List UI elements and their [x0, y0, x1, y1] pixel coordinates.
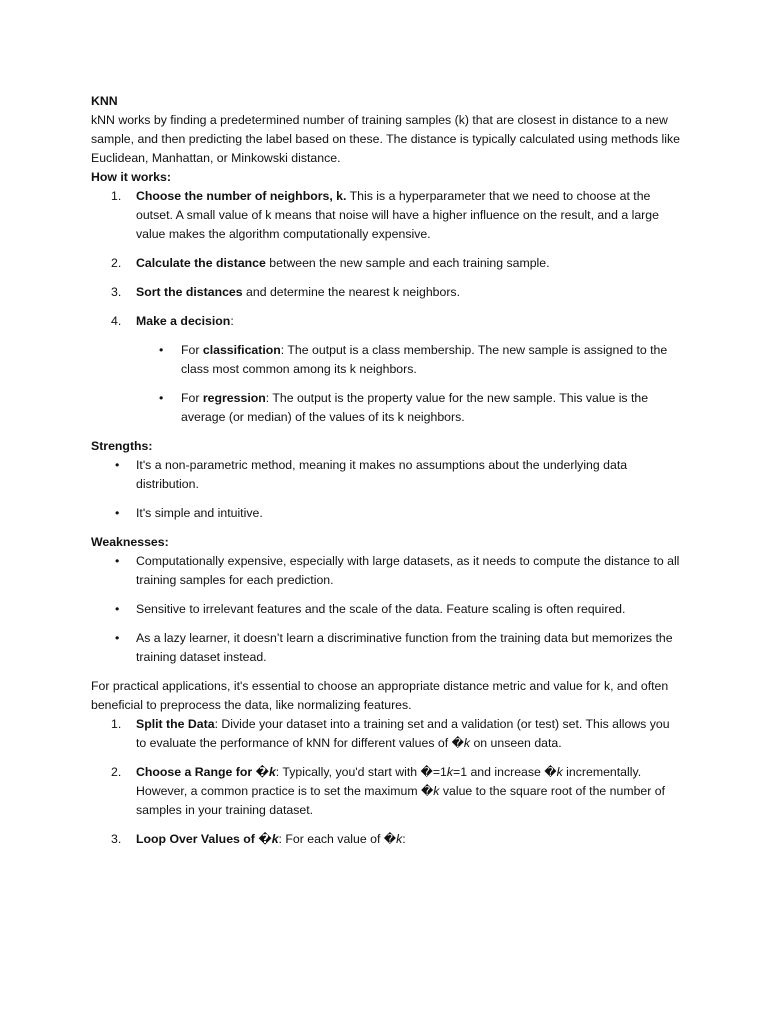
how-it-works-heading: How it works: [91, 170, 171, 184]
practical-paragraph: For practical applications, it's essential to choose an appropriate distance metric and value for k, and often beneficial to preprocess the data, like normalizing features. [91, 679, 669, 712]
list-item: 4. Make a decision: • For classification: The output is a class membership. The new sample is assigned to the class most common among its k neighbors. • For regression: The output is the property value for the new sample. This value is the average (or median) of the values of its k neighbors. [91, 312, 681, 427]
list-item: 3. Sort the distances and determine the nearest k neighbors. [111, 285, 460, 299]
list-item: • For classification: The output is a class membership. The new sample is assigned to the class most common among its k neighbors. [159, 343, 668, 376]
bullet-icon: • [159, 343, 164, 357]
bullet-icon: • [115, 602, 120, 616]
bullet-icon: • [159, 391, 164, 405]
document-body [91, 92, 681, 859]
list-item: • It's a non-parametric method, meaning it makes no assumptions about the underlying data distribution. [115, 458, 628, 491]
list-item: • Sensitive to irrelevant features and the scale of the data. Feature scaling is often required. [91, 600, 681, 619]
bullet-icon: • [115, 554, 120, 568]
weaknesses-list [91, 552, 681, 667]
list-item: 3. Loop Over Values of �k: For each value of �k: [111, 832, 406, 846]
list-item: • As a lazy learner, it doesn’t learn a discriminative function from the training data but memorizes the training dataset instead. [115, 631, 673, 664]
bullet-icon: • [115, 506, 120, 520]
list-item: • For regression: The output is the property value for the new sample. This value is the average (or median) of the values of its k neighbors. [159, 391, 649, 424]
decision-sublist [136, 341, 681, 427]
list-item: 1. Split the Data: Divide your dataset into a training set and a validation (or test) set. This allows you to evaluate the performance of kNN for different values of �k on unseen data. [111, 717, 670, 750]
list-item: • Computationally expensive, especially with large datasets, as it needs to compute the distance to all training samples for each prediction. [115, 554, 680, 587]
how-it-works-list [91, 187, 681, 427]
list-item: 1. Choose the number of neighbors, k. This is a hyperparameter that we need to choose at the outset. A small value of k means that noise will have a higher influence on the result, and a large value makes the algorithm computationally expensive. [111, 189, 659, 241]
list-item: • It's simple and intuitive. [91, 504, 681, 523]
procedure-list [91, 715, 681, 849]
intro-paragraph: kNN works by finding a predetermined number of training samples (k) that are closest in distance to a new sample, and then predicting the label based on these. The distance is typically calculated using methods like Euclidean, Manhattan, or Minkowski distance. [91, 113, 681, 165]
bullet-icon: • [115, 458, 120, 472]
document-title: KNN [91, 94, 118, 108]
strengths-list [91, 456, 681, 523]
strengths-heading: Strengths: [91, 439, 153, 453]
weaknesses-heading: Weaknesses: [91, 535, 169, 549]
bullet-icon: • [115, 631, 120, 645]
list-item: 2. Calculate the distance between the new sample and each training sample. [111, 256, 550, 270]
list-item: 2. Choose a Range for �k: Typically, you'd start with �=1k=1 and increase �k incrementally. However, a common practice is to set the maximum �k value to the square root of the number of samples in your training dataset. [111, 765, 666, 817]
